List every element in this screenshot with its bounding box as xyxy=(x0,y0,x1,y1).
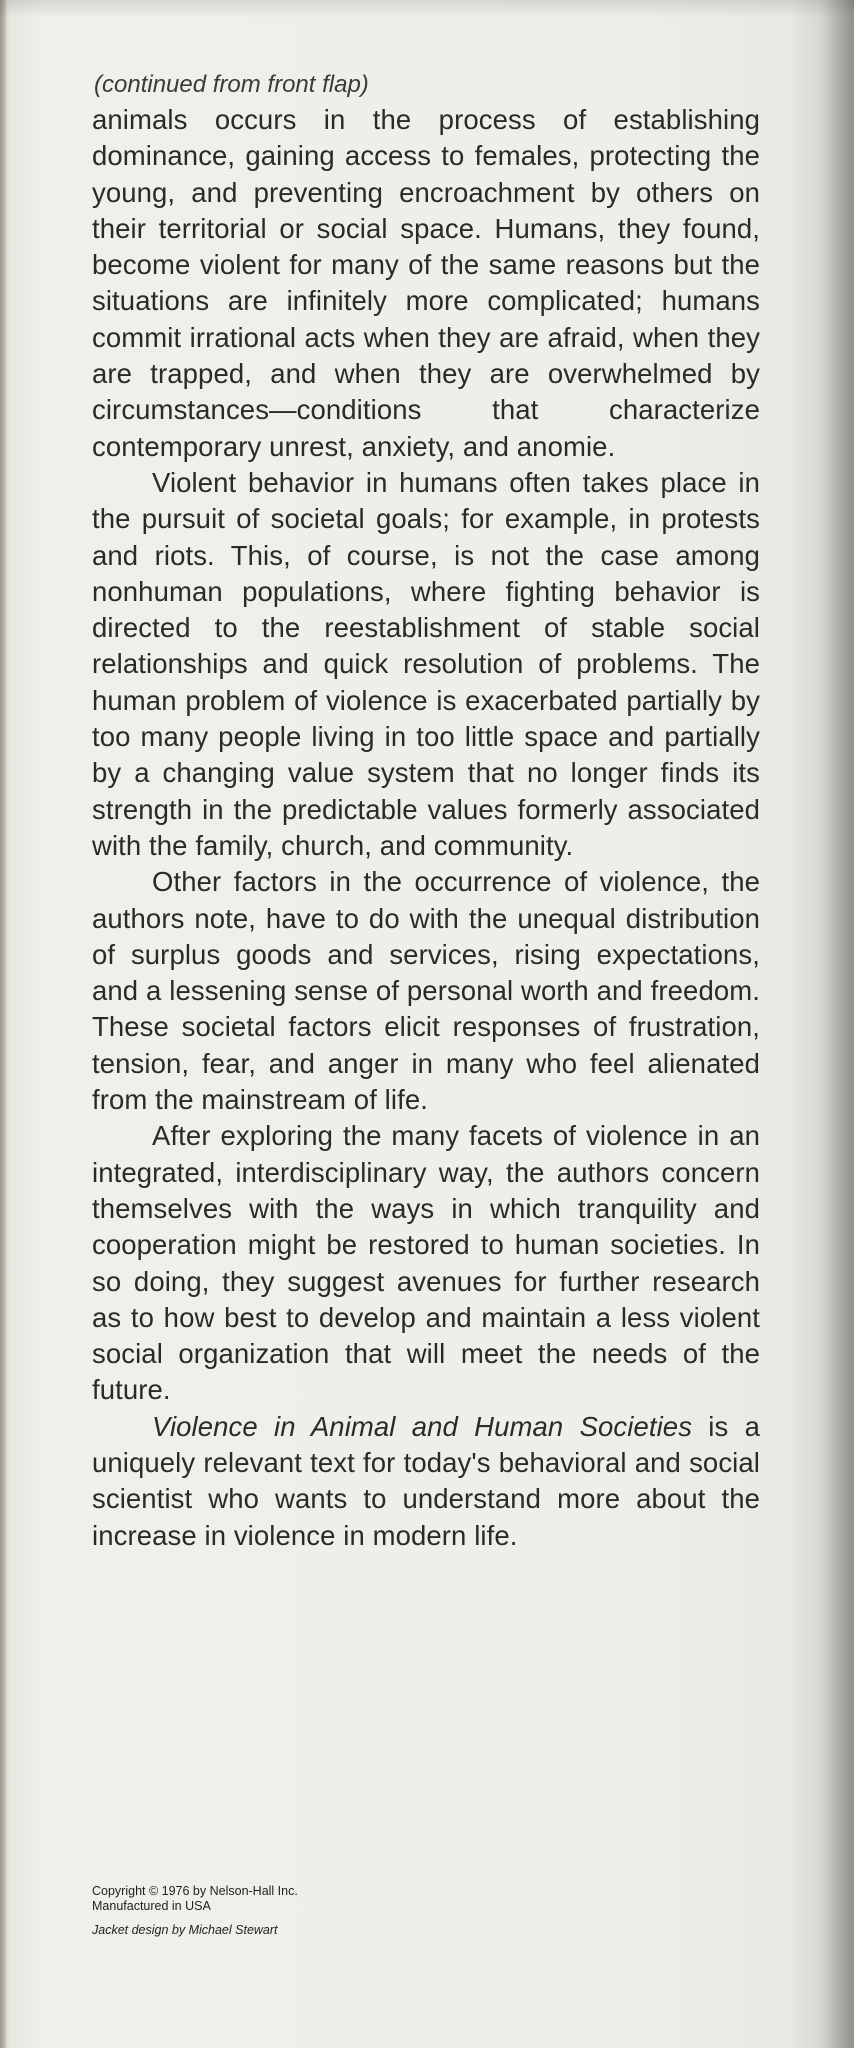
paragraph-1: animals occurs in the process of establishing dominance, gaining access to females, protecting the young, and preventing encroachment by others on their territorial or social space. Humans, they found, become violent for many of the same reasons but the situations are infinitely more complicated; humans commit irrational acts when they are afraid, when they are trapped, and when they are overwhelmed by circumstances—conditions that characterize contemporary unrest, anxiety, and anomie. xyxy=(92,104,760,462)
copyright-line: Copyright © 1976 by Nelson-Hall Inc. xyxy=(92,1884,298,1898)
paragraph-5-text: is a uniquely relevant text for today's behavioral and social scientist who wants to understand more about the increase in violence in modern life. xyxy=(92,1410,760,1551)
right-shadow xyxy=(818,0,854,2048)
paragraph-2: Violent behavior in humans often takes place in the pursuit of societal goals; for example, in protests and riots. This, of course, is not the case among nonhuman populations, where fighting behavior is directed to the reestablishment of stable social relationships and quick resolution of problems. The human problem of violence is exacerbated partially by too many people living in too little space and partially by a changing value system that no longer finds its strength in the predictable values formerly associated with the family, church, and community. xyxy=(92,466,760,861)
top-shadow xyxy=(0,0,854,18)
book-title: Violence in Animal and Human Societies xyxy=(152,1410,693,1442)
paragraph-3: Other factors in the occurrence of violence, the authors note, have to do with the unequal distribution of surplus goods and services, rising expectations, and a lessening sense of personal worth and freedom. These societal factors elicit responses of frustration, tension, fear, and anger in many who feel alienated from the mainstream of life. xyxy=(92,866,760,1116)
jacket-credits xyxy=(92,1884,298,1938)
flap-text xyxy=(92,70,760,1554)
paragraph-5 xyxy=(92,1409,760,1554)
paragraph-4: After exploring the many facets of violence in an integrated, interdisciplinary way, the authors concern themselves with the ways in which tranquility and cooperation might be restored to human societies. In so doing, they suggest avenues for further research as to how best to develop and maintain a less violent social organization that will meet the needs of the future. xyxy=(92,1120,760,1406)
continued-note: (continued from front flap) xyxy=(94,71,369,98)
jacket-design-credit: Jacket design by Michael Stewart xyxy=(92,1923,278,1937)
page-edge xyxy=(0,0,6,2048)
manufactured-line: Manufactured in USA xyxy=(92,1899,211,1913)
